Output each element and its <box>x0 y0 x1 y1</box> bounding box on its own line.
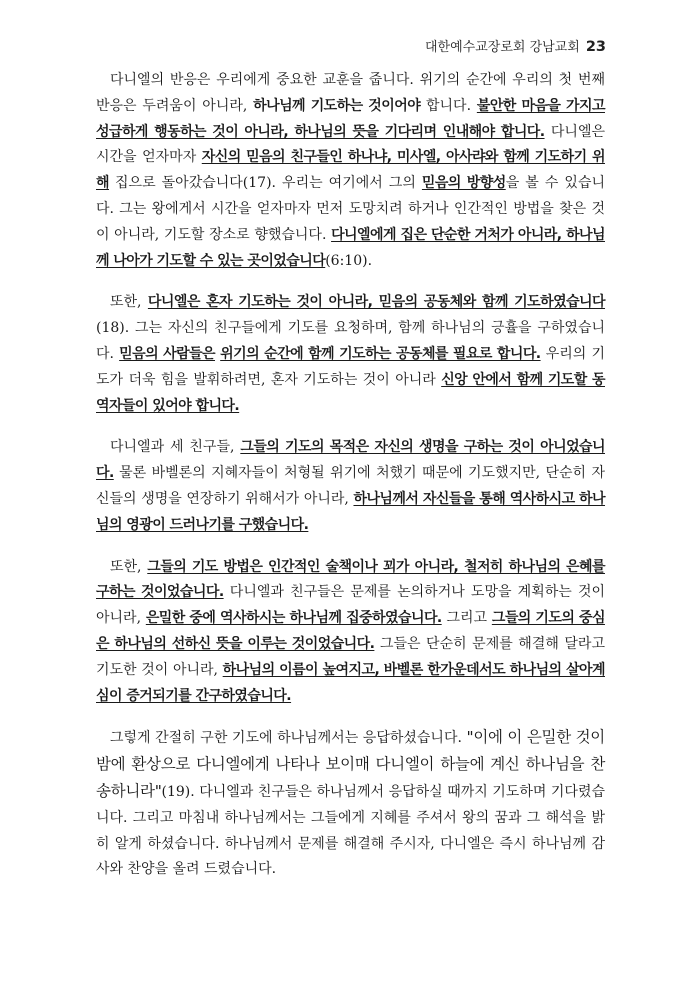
emphasis: 믿음의 사람들은 <box>119 345 215 362</box>
church-name: 대한예수교장로회 강남교회 <box>424 40 580 55</box>
emphasis: 자신의 믿음의 친구들인 하나냐, 미사엘, 아사랴와 함께 기도하기 위해 <box>96 149 605 192</box>
emphasis: 하나님께서 자신들을 통해 역사하시고 하나님의 영광이 드러나기를 구했습니다. <box>96 490 606 533</box>
sermon-body <box>96 68 605 899</box>
scripture-quote: "이에 이 은밀한 것이 밤에 환상으로 다니엘에게 나타나 보이매 다니엘이 하늘에 계신 하나님을 찬송하니라" <box>96 728 605 800</box>
text: 다니엘은 시간을 얻자마자 <box>96 123 605 166</box>
text: (19). 다니엘과 친구들은 하나님께서 응답하실 때까지 기도하며 기다렸습니다. 그리고 마침내 하나님께서는 그들에게 지혜를 주셔서 왕의 꿈과 그 해석을 밝히 알게 하셨습니다. 하나님께서 문제를 해결해 주시자, 다니엘은 즉시 하나님께 감사와 찬양을 올려 드렸습니다. <box>96 783 605 878</box>
text: 또한, <box>110 294 148 311</box>
emphasis: 믿음의 방향성 <box>421 175 506 192</box>
emphasis: 하나님의 이름이 높여지고, 바벨론 한가운데서도 하나님의 살아계심이 증거되기를 간구하였습니다. <box>96 661 605 704</box>
text: 다니엘과 세 친구들, <box>110 439 241 456</box>
text: 합니다. <box>420 97 477 114</box>
paragraph-3 <box>96 435 605 538</box>
paragraph-5 <box>96 725 605 883</box>
emphasis: 그들의 기도의 목적은 자신의 생명을 구하는 것이 아니었습니다. <box>96 439 605 482</box>
emphasis: 그들의 기도의 중심은 하나님의 선하신 뜻을 이루는 것이었습니다. <box>96 610 605 652</box>
emphasis: 그들의 기도 방법은 인간적인 술책이나 꾀가 아니라, 철저히 하나님의 은혜를 구하는 것이었습니다. <box>96 558 605 601</box>
emphasis: 하나님께 기도하는 것이어야 <box>253 97 421 114</box>
emphasis: 신앙 안에서 함께 기도할 동역자들이 있어야 합니다. <box>96 371 605 414</box>
text: 그리고 <box>441 610 492 627</box>
paragraph-2 <box>96 290 605 419</box>
emphasis: 위기의 순간에 함께 기도하는 공동체를 필요로 합니다. <box>220 345 541 362</box>
text: (18). 그는 자신의 친구들에게 기도를 요청하며, 함께 하나님의 긍휼을 구하였습니다. <box>96 320 605 362</box>
text: 그렇게 간절히 구한 기도에 하나님께서는 응답하셨습니다. <box>110 730 467 747</box>
text: 다니엘의 반응은 우리에게 중요한 교훈을 줍니다. 위기의 순간에 우리의 첫 번째 반응은 두려움이 아니라, <box>96 72 605 114</box>
emphasis: 불안한 마음을 가지고 성급하게 행동하는 것이 아니라, 하나님의 뜻을 기다리며 인내해야 합니다. <box>96 97 605 140</box>
text: 또한, <box>110 558 148 575</box>
text: 집으로 돌아갔습니다(17). 우리는 여기에서 그의 <box>108 175 422 192</box>
emphasis: 은밀한 중에 역사하시는 하나님께 집중하였습니다. <box>145 610 442 627</box>
text: 을 볼 수 있습니다. 그는 왕에게서 시간을 얻자마자 먼저 도망치려 하거나 인간적인 방법을 찾은 것이 아니라, 기도할 장소로 향했습니다. <box>96 175 606 243</box>
text: 물론 바벨론의 지혜자들이 처형될 위기에 처했기 때문에 기도했지만, 단순히 자신들의 생명을 연장하기 위해서가 아니라, <box>96 465 605 507</box>
emphasis: 다니엘은 혼자 기도하는 것이 아니라, 믿음의 공동체와 함께 기도하였습니다 <box>147 294 606 311</box>
paragraph-4 <box>96 555 605 710</box>
text: 그들은 단순히 문제를 해결해 달라고 기도한 것이 아니라, <box>96 635 605 678</box>
emphasis: 다니엘에게 집은 단순한 거처가 아니라, 하나님께 나아가 기도할 수 있는 곳이었습니다 <box>96 226 605 269</box>
page-header <box>425 36 606 55</box>
paragraph-1 <box>96 68 605 274</box>
text: 다니엘과 친구들은 문제를 논의하거나 도망을 계획하는 것이 아니라, <box>96 584 606 627</box>
text: 우리의 기도가 더욱 힘을 발휘하려면, 혼자 기도하는 것이 아니라 <box>96 345 605 388</box>
text: (6:10). <box>325 252 373 269</box>
page-number: 23 <box>585 39 606 55</box>
